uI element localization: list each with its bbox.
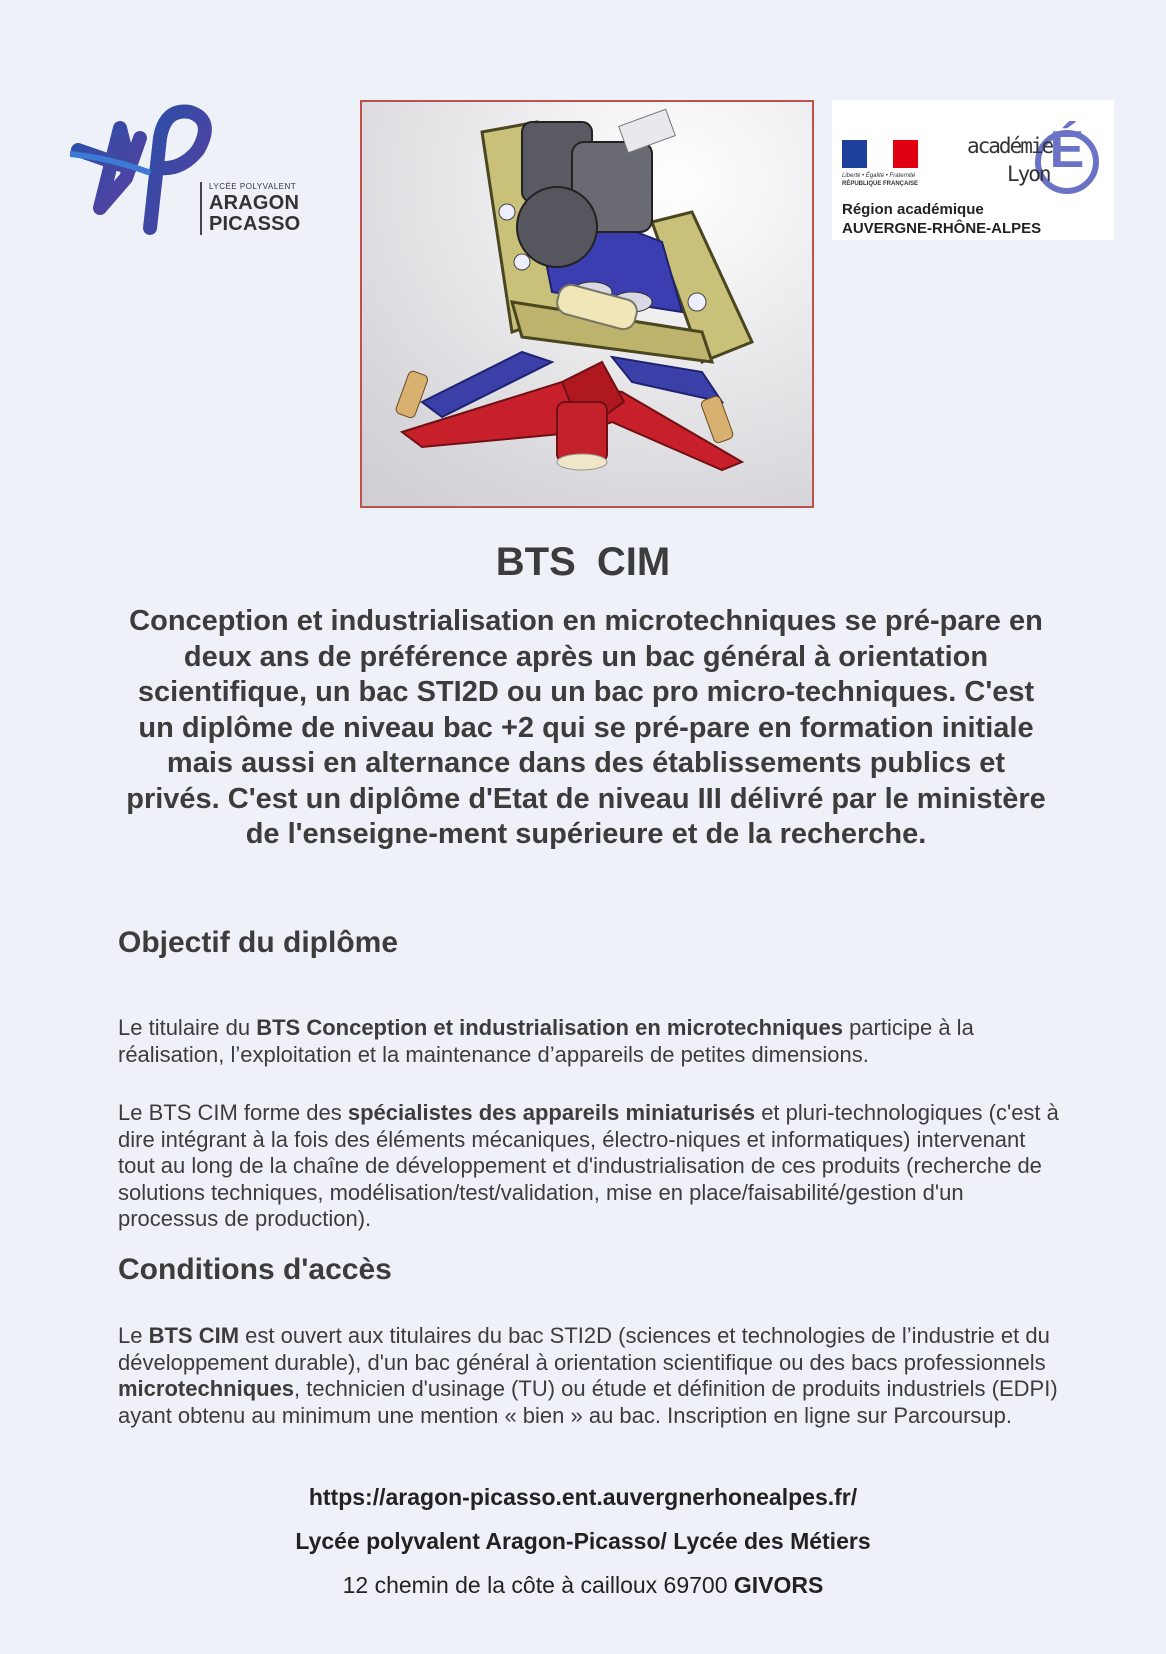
- school-address: 12 chemin de la côte à cailloux 69700 GIVORS: [342, 1572, 824, 1598]
- school-name-line2: PICASSO: [209, 213, 301, 235]
- gimbal-mechanism-image: [362, 102, 812, 506]
- republic-name: RÉPUBLIQUE FRANÇAISE: [842, 181, 919, 187]
- school-website-link[interactable]: https://aragon-picasso.ent.auvergnerhonealpes.fr/: [308, 1484, 858, 1510]
- academie-logo: [832, 100, 1114, 240]
- school-type: LYCÉE POLYVALENT: [209, 182, 297, 191]
- region-line1: Région académique: [842, 201, 984, 218]
- republic-motto: Liberté • Égalité • Fraternité: [842, 173, 916, 179]
- conditions-paragraph: Le BTS CIM est ouvert aux titulaires du bac STI2D (sciences et technologies de l’industrie et du développement durable), d'un bac général à orientation scientifique ou des bacs professionnels microtechniques, technicien d'usinage (TU) ou étude et définition de produits industriels (EDPI) ayant obtenu au minimum une mention « bien » au bac. Inscription en ligne sur Parcoursup.: [118, 1323, 1058, 1428]
- academie-label: académie: [967, 134, 1053, 158]
- lyon-label: Lyon: [1007, 162, 1050, 186]
- school-full-name: Lycée polyvalent Aragon-Picasso/ Lycée des Métiers: [295, 1528, 871, 1554]
- academie-e-letter: É: [1049, 121, 1085, 179]
- lead-paragraph: Conception et industrialisation en microtechniques se pré-pare en deux ans de préférence après un bac général à orientation scientifique, un bac STI2D ou un bac pro micro-techniques. C'est un diplôme de niveau bac +2 qui se pré-pare en formation initiale mais aussi en alternance dans des établissements publics et privés. C'est un diplôme d'Etat de niveau III délivré par le ministère de l'enseigne-ment supérieure et de la recherche.: [126, 605, 1046, 850]
- product-image: [360, 100, 814, 508]
- school-logo: [70, 98, 310, 248]
- french-flag-icon: [842, 140, 918, 168]
- page-title: BTS CIM: [495, 540, 671, 584]
- region-line2: AUVERGNE-RHÔNE-ALPES: [842, 220, 1042, 237]
- objectif-paragraph-2: Le BTS CIM forme des spécialistes des appareils miniaturisés et pluri-technologiques (c'est à dire intégrant à la fois des éléments mécaniques, électro-niques et informatiques) intervenant tout au long de la chaîne de développement et d'industrialisation de ces produits (recherche de solutions techniques, modélisation/test/validation, mise en place/faisabilité/gestion d'un processus de production).: [118, 1100, 1059, 1231]
- objectif-paragraph-1: Le titulaire du BTS Conception et industrialisation en microtechniques participe à la réalisation, l’exploitation et la maintenance d’appareils de petites dimensions.: [118, 1015, 974, 1067]
- school-name: [200, 182, 300, 235]
- conditions-heading: Conditions d'accès: [118, 1253, 392, 1286]
- objectif-heading: Objectif du diplôme: [118, 926, 399, 959]
- ap-monogram-icon: [70, 98, 220, 238]
- school-name-line1: ARAGON: [209, 192, 300, 214]
